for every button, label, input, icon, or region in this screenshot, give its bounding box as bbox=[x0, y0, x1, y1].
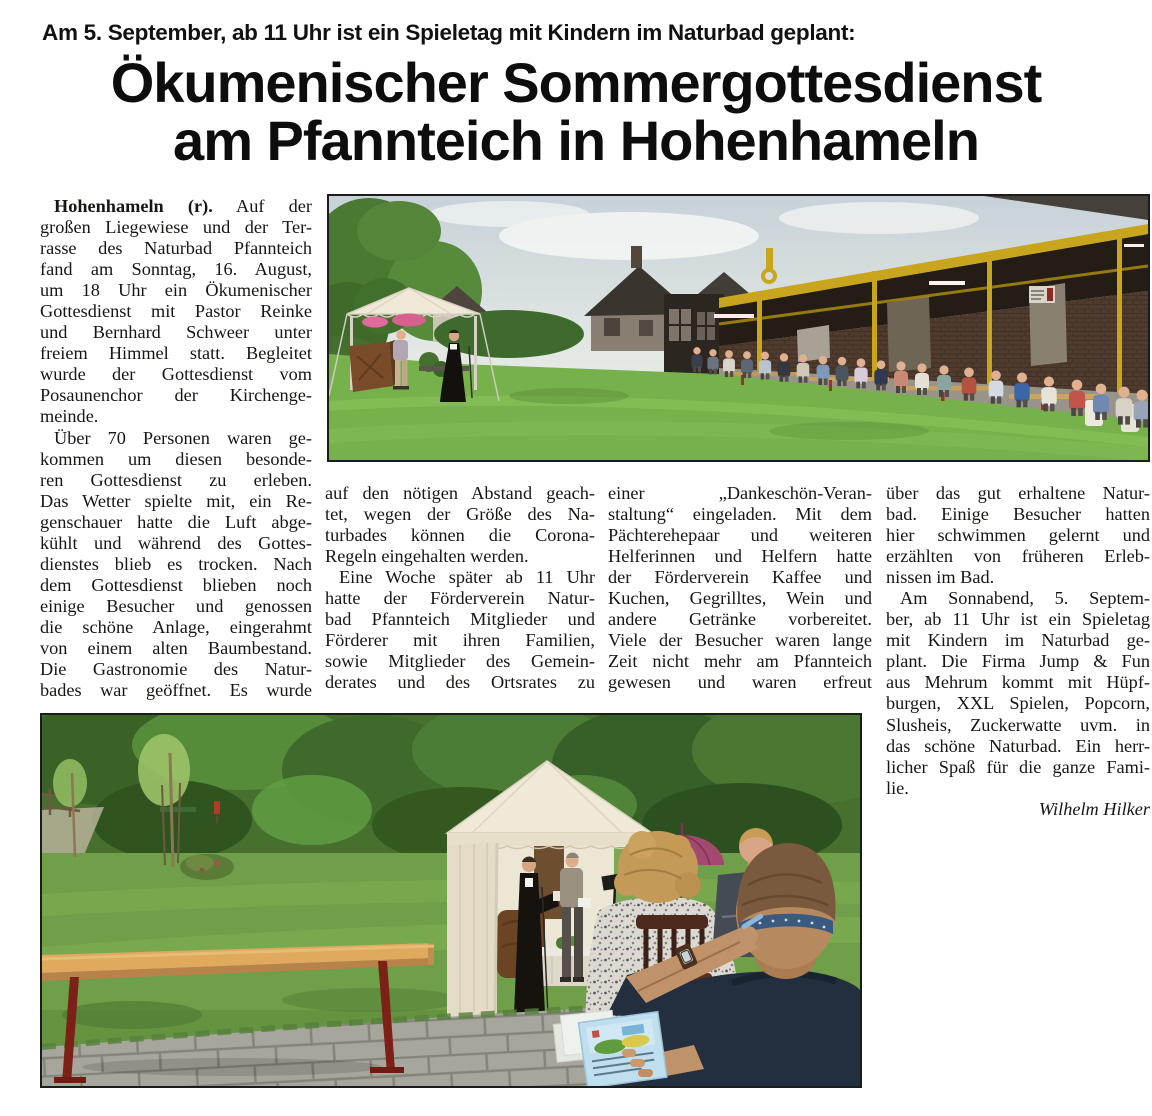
text-line: das schöne Naturbad. Ein herr- bbox=[886, 735, 1150, 756]
text-line: Am Sonnabend, 5. Septem- bbox=[900, 588, 1150, 609]
text-line: Die Gastronomie des Natur- bbox=[40, 659, 312, 680]
text-line: andere Getränke vorbereitet. bbox=[608, 609, 872, 630]
text-line: Helferinnen und Helfern hatte bbox=[608, 546, 872, 567]
text-line: hier schwimmen gelernt und bbox=[886, 525, 1150, 546]
text-column-2 bbox=[325, 483, 595, 693]
text-column-1 bbox=[40, 196, 312, 701]
main-headline bbox=[0, 51, 1152, 172]
text-line: turbades können die Corona- bbox=[325, 525, 595, 546]
text-line: Eine Woche später ab 11 Uhr bbox=[339, 567, 595, 588]
text-line: Wilhelm Hilker bbox=[1038, 798, 1150, 819]
text-line: lie. bbox=[886, 777, 909, 798]
text-line: über das gut erhaltene Natur- bbox=[886, 483, 1150, 503]
text-line: Posaunenchor der Kirchenge- bbox=[40, 385, 312, 406]
pink-umbrella bbox=[362, 317, 388, 328]
text-line: einige Besucher und genossen bbox=[40, 595, 312, 616]
text-line: nissen im Bad. bbox=[886, 567, 995, 588]
text-line: ber, ab 11 Uhr ist ein Spieletag bbox=[886, 609, 1150, 630]
text-line: hatte der Förderverein Natur- bbox=[325, 588, 595, 609]
clergy-collar bbox=[525, 878, 533, 887]
shrub bbox=[180, 854, 234, 880]
text-line: kühlt und während des Gottes- bbox=[40, 532, 312, 553]
text-line: erzählten von früheren Erleb- bbox=[886, 546, 1150, 567]
text-line: meinde. bbox=[40, 406, 99, 427]
pink-umbrella bbox=[392, 314, 426, 327]
text-line: die schöne Anlage, eingerahmt bbox=[40, 616, 312, 637]
text-column-4 bbox=[886, 483, 1150, 820]
text-line: auf den nötigen Abstand geach- bbox=[325, 483, 595, 503]
tent-sidewall bbox=[447, 841, 497, 1025]
text-line: tet, wegen der Größe des Na- bbox=[325, 504, 595, 525]
text-line: rasse des Naturbad Pfannteich bbox=[40, 238, 312, 259]
text-line: Pächterehepaar und weiteren bbox=[608, 525, 872, 546]
photo-top-illustration bbox=[329, 196, 1148, 460]
blue-booklet bbox=[578, 1012, 666, 1086]
text-line: Kuchen, Gegrilltes, Wein und bbox=[608, 588, 872, 609]
text-line: bad. Einige Besucher hatten bbox=[886, 504, 1150, 525]
text-line: gewesen und waren erfreut bbox=[608, 672, 872, 693]
text-line: bades war geöffnet. Es wurde bbox=[40, 680, 312, 701]
photo-service-at-pavilion bbox=[327, 194, 1150, 462]
text-line: von einem alten Baumbestand. bbox=[40, 637, 312, 658]
ceiling-light bbox=[929, 281, 965, 285]
text-line: und Bernhard Schweer unter bbox=[40, 322, 312, 343]
yellow-post bbox=[872, 271, 877, 383]
text-line: Über 70 Personen waren ge- bbox=[54, 427, 312, 448]
text-line: freiem Himmel statt. Begleitet bbox=[40, 343, 312, 364]
headline-line-2: am Pfannteich in Hohenhameln bbox=[173, 109, 979, 172]
cloud bbox=[779, 202, 979, 234]
text-line: bad Pfannteich Mitglieder und bbox=[325, 609, 595, 630]
text-line: Das Wetter spielte mit, ein Re- bbox=[40, 490, 312, 511]
text-line: kommen um diesen besonde- bbox=[40, 448, 312, 469]
yellow-post bbox=[987, 252, 992, 390]
hand bbox=[738, 926, 758, 946]
paper bbox=[578, 898, 591, 908]
text-line: mit Kindern im Naturbad ge- bbox=[886, 630, 1150, 651]
text-line: um 18 Uhr ein Ökumenischer bbox=[40, 280, 312, 301]
text-line: wurde der Gottesdienst vom bbox=[40, 364, 312, 385]
text-line: Förderer mit ihren Familien, bbox=[325, 630, 595, 651]
text-line: der Förderverein Kaffee und bbox=[608, 567, 872, 588]
text-line: licher Spaß für die ganze Fami- bbox=[886, 756, 1150, 777]
text-line: dem Gottesdienst blieben noch bbox=[40, 574, 312, 595]
ceiling-light bbox=[1124, 244, 1144, 247]
text-line: einer „Dankeschön-Veran- bbox=[608, 483, 872, 503]
text-line: Slusheis, Zuckerwatte uvm. in bbox=[886, 714, 1150, 735]
hymn-book bbox=[553, 891, 561, 901]
headline-line-1: Ökumenischer Sommergottesdienst bbox=[110, 51, 1042, 114]
text-line: Viele der Besucher waren lange bbox=[608, 630, 872, 651]
photo-bottom-illustration bbox=[42, 715, 860, 1086]
text-line: großen Liegewiese und der Ter- bbox=[40, 217, 312, 238]
photo-gazebo-spectators bbox=[40, 713, 862, 1088]
ceiling-light bbox=[714, 314, 754, 318]
kicker-line: Am 5. September, ab 11 Uhr ist ein Spieletag mit Kindern im Naturbad geplant: bbox=[42, 20, 856, 45]
text-line: dienstes blieb es trocken. Nach bbox=[40, 553, 312, 574]
door bbox=[887, 296, 931, 372]
text-line: derates und des Ortsrates zu bbox=[325, 672, 595, 693]
hanging-hook bbox=[766, 248, 773, 270]
text-line: fand am Sonntag, 16. August, bbox=[40, 259, 312, 280]
text-line: plant. Die Firma Jump & Fun bbox=[886, 651, 1150, 672]
text-line: staltung“ eingeladen. Mit dem bbox=[608, 504, 872, 525]
text-line: Regeln eingehalten werden. bbox=[325, 546, 529, 567]
text-line: genschauer hatte die Luft abge- bbox=[40, 511, 312, 532]
text-line: Zeit nicht mehr am Pfannteich bbox=[608, 651, 872, 672]
text-line: Gottesdienst mit Pastor Reinke bbox=[40, 301, 312, 322]
text-line: aus Mehrum kommt mit Hüpf- bbox=[886, 672, 1150, 693]
text-line: ren Gottesdienst zu erleben. bbox=[40, 469, 312, 490]
clergy-collar bbox=[450, 344, 457, 350]
text-line: Hohenhameln (r). Auf der bbox=[54, 196, 313, 216]
cloud bbox=[429, 201, 589, 227]
text-line: burgen, XXL Spielen, Popcorn, bbox=[886, 693, 1150, 714]
text-column-3 bbox=[608, 483, 872, 693]
text-line: sowie Mitglieder des Gemein- bbox=[325, 651, 595, 672]
yellow-post bbox=[1117, 229, 1122, 399]
